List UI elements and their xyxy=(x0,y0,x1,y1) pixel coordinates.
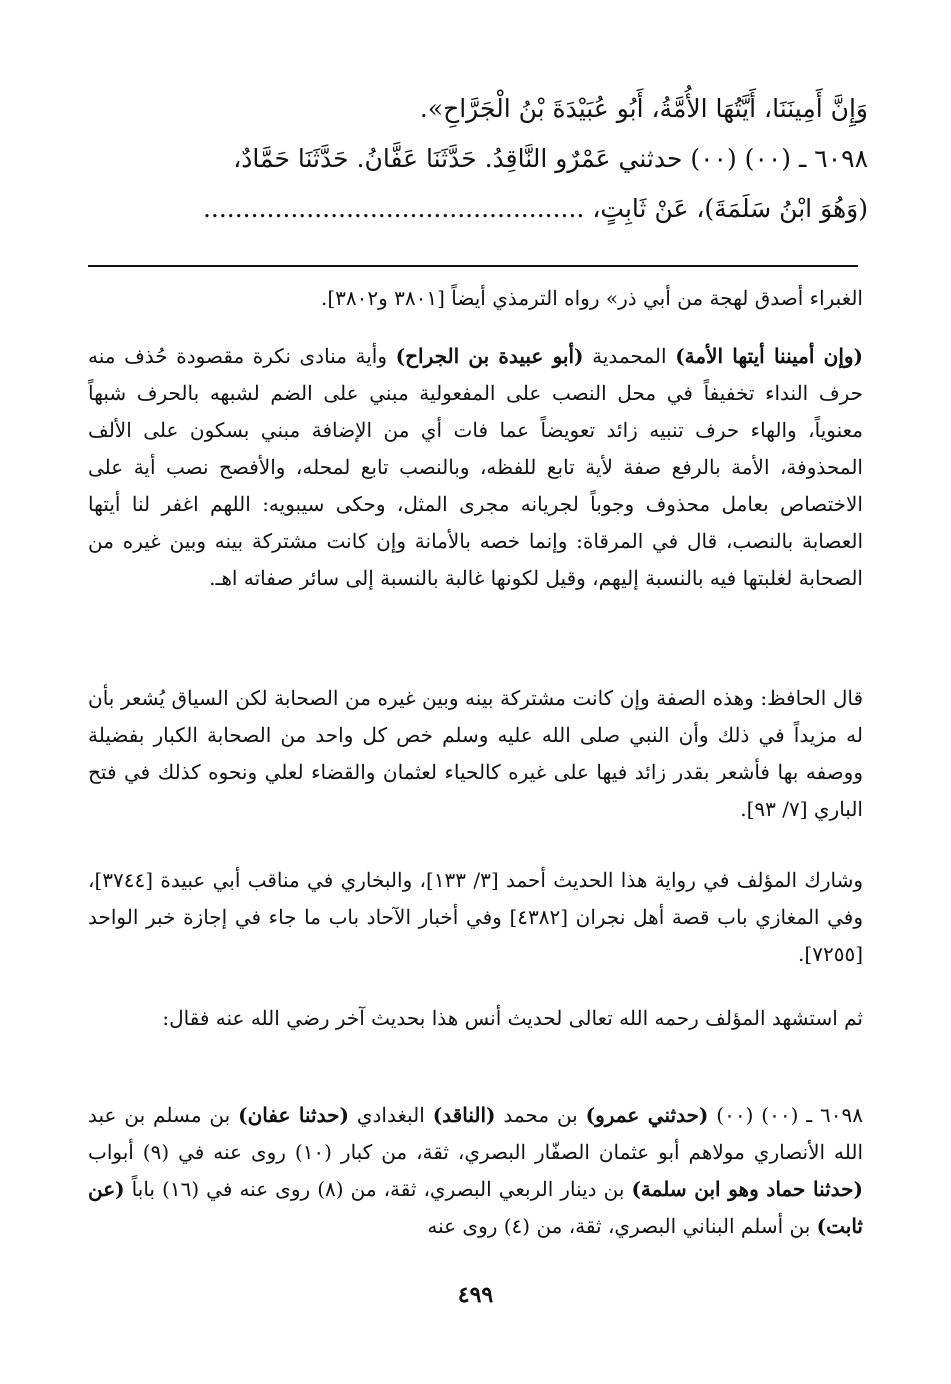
quoted-phrase: (أبو عبيدة بن الجراح) xyxy=(395,344,584,368)
footnote-paragraph-2 xyxy=(88,338,863,597)
footnote-text: المحمدية xyxy=(583,344,676,368)
hadith-line-3-dots: ................................................ xyxy=(202,194,585,223)
page-number: ٤٩٩ xyxy=(457,1282,494,1308)
quoted-phrase: (وإن أميننا أيتها الأمة) xyxy=(675,344,863,368)
footnote-paragraph-5: ثم استشهد المؤلف رحمه الله تعالى لحديث أنس هذا بحديث آخر رضي الله عنه فقال: xyxy=(162,1006,863,1030)
footnote-text: وأية منادى نكرة مقصودة حُذف منه حرف النداء تخفيفاً في محل النصب على المفعولية مبني على الضم لشبهه بالحرف شبهاً معنوياً، والهاء حرف تنبيه زائد تعويضاً عما فات أي من الإضافة مبني بسكون على الألف المحذوفة، الأمة بالرفع صفة لأية تابع للفظه، وبالنصب تابع لمحله، والأفصح نصب أية على الاختصاص بعامل محذوف وجوباً لجريانه مجرى المثل، وحكى سيبويه: اللهم اغفر لنا أيتها العصابة بالنصب، قال في المرقاة: وإنما خصه بالأمانة وإن كانت مشتركة بينه وبين غيره من الصحابة لغلبتها فيه بالنسبة إليهم، وقيل لكونها غالبة بالنسبة إلى سائر صفاته اهـ. xyxy=(88,344,863,590)
footnote-paragraph-3: قال الحافظ: وهذه الصفة وإن كانت مشتركة بينه وبين غيره من الصحابة لكن السياق يُشعر بأن له مزيداً في ذلك وأن النبي صلى الله عليه وسلم خص كل واحد من الصحابة الكبار بفضيلة ووصفه بها فأشعر بقدر زائد فيها على غيره كالحياء لعثمان والقضاء لعلي ونحوه كذلك في فتح الباري [٧/ ٩٣]. xyxy=(88,686,863,821)
quoted-phrase: (حدثنا حماد وهو ابن سلمة) xyxy=(631,1177,864,1201)
footnote-text: بن مسلم بن عبد الله الأنصاري مولاهم أبو عثمان الصفّار البصري، ثقة، من كبار (١٠) روى عنه في (٩) أبواب xyxy=(88,1103,864,1164)
footnote-text: البغدادي xyxy=(348,1103,433,1127)
footnote-text: بن دينار الربعي البصري، ثقة، من (٨) روى عنه في (١٦) باباً xyxy=(124,1177,632,1201)
hadith-line-3 xyxy=(88,184,868,234)
footnote-text: ٦٠٩٨ ـ (٠٠) (٠٠) xyxy=(708,1103,864,1127)
footnote-text: بن أسلم البناني البصري، ثقة، من (٤) روى عنه xyxy=(427,1214,817,1238)
footnote-text: بن محمد xyxy=(495,1103,586,1127)
quoted-phrase: (حدثنا عفان) xyxy=(238,1103,349,1127)
footnote-separator xyxy=(88,265,858,267)
hadith-line-3-text: (وَهُوَ ابْنُ سَلَمَةَ)، عَنْ ثَابِتٍ، xyxy=(592,194,868,223)
quoted-phrase: (عن ثابت) xyxy=(88,1177,863,1238)
footnote-paragraph-4: وشارك المؤلف في رواية هذا الحديث أحمد [٣/ ١٣٣]، والبخاري في مناقب أبي عبيدة [٣٧٤٤]، وفي المغازي باب قصة أهل نجران [٤٣٨٢] وفي أخبار الآحاد باب ما جاء في إجازة خبر الواحد [٧٢٥٥]. xyxy=(88,868,863,966)
footnote-paragraph-1: الغبراء أصدق لهجة من أبي ذر» رواه الترمذي أيضاً [٣٨٠١ و٣٨٠٢]. xyxy=(320,286,863,310)
hadith-line-1: وَإِنَّ أَمِينَنَا، أَيَّتُهَا الأُمَّةُ، أَبُو عُبَيْدَةَ بْنُ الْجَرَّاحِ». xyxy=(419,94,868,123)
quoted-phrase: (حدثني عمرو) xyxy=(585,1103,709,1127)
hadith-line-2: ٦٠٩٨ ـ (٠٠) (٠٠) حدثني عَمْرٌو النَّاقِدُ. حَدَّثَنَا عَفَّانُ. حَدَّثَنَا حَمَّادٌ، xyxy=(233,144,868,173)
quoted-phrase: (الناقد) xyxy=(432,1103,496,1127)
footnote-paragraph-6 xyxy=(88,1097,863,1245)
